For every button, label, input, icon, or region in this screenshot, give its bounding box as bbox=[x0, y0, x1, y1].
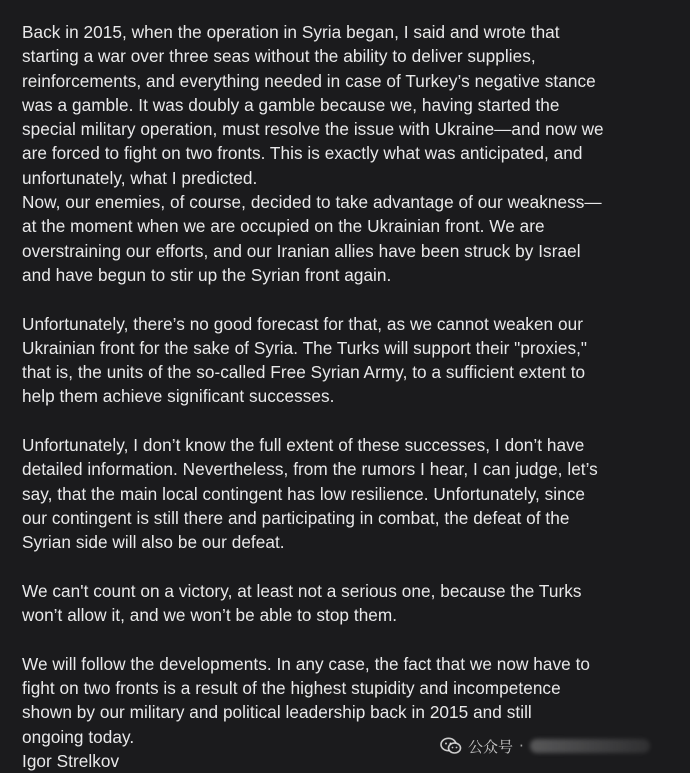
text-line: shown by our military and political leadership back in 2015 and still bbox=[22, 702, 532, 723]
text-line: our contingent is still there and participating in combat, the defeat of the bbox=[22, 507, 570, 528]
text-line: reinforcements, and everything needed in case of Turkey’s negative stance bbox=[22, 70, 596, 91]
watermark-separator: · bbox=[519, 737, 524, 755]
text-line: Ukrainian front for the sake of Syria. The Turks will support their "proxies," bbox=[22, 337, 588, 358]
text-line: We can't count on a victory, at least not a serious one, because the Turks bbox=[22, 580, 582, 601]
text-line: We will follow the developments. In any case, the fact that we now have to bbox=[22, 653, 591, 674]
text-line: at the moment when we are occupied on the Ukrainian front. We are bbox=[22, 216, 545, 237]
text-line: special military operation, must resolve the issue with Ukraine—and now we bbox=[22, 119, 604, 140]
text-line: Unfortunately, I don’t know the full extent of these successes, I don’t have bbox=[22, 435, 585, 456]
text-line: overstraining our efforts, and our Iranian allies have been struck by Israel bbox=[22, 240, 581, 261]
text-line: are forced to fight on two fronts. This is exactly what was anticipated, and bbox=[22, 143, 583, 164]
wechat-watermark bbox=[440, 734, 650, 758]
paragraph-2 bbox=[22, 190, 677, 287]
text-line: Back in 2015, when the operation in Syria began, I said and wrote that bbox=[22, 22, 560, 42]
text-line: won’t allow it, and we won’t be able to stop them. bbox=[22, 605, 398, 626]
paragraph-3 bbox=[22, 312, 677, 409]
text-line: say, that the main local contingent has low resilience. Unfortunately, since bbox=[22, 483, 586, 504]
watermark-label: 公众号 bbox=[468, 737, 514, 756]
text-line: Syrian side will also be our defeat. bbox=[22, 532, 285, 553]
paragraph-4 bbox=[22, 433, 677, 554]
text-line: was a gamble. It was doubly a gamble because we, having started the bbox=[22, 94, 560, 115]
text-line: unfortunately, what I predicted. bbox=[22, 167, 258, 188]
signature-name: Igor Strelkov bbox=[22, 750, 120, 771]
paragraph-1 bbox=[22, 20, 677, 190]
wechat-icon bbox=[440, 737, 462, 755]
text-line: help them achieve significant successes. bbox=[22, 386, 335, 407]
text-line: fight on two fronts is a result of the highest stupidity and incompetence bbox=[22, 678, 561, 699]
text-line: that is, the units of the so-called Free Syrian Army, to a sufficient extent to bbox=[22, 362, 586, 383]
text-line: Unfortunately, there’s no good forecast for that, as we cannot weaken our bbox=[22, 313, 583, 334]
text-line: Now, our enemies, of course, decided to take advantage of our weakness— bbox=[22, 192, 602, 213]
text-line: detailed information. Nevertheless, from the rumors I hear, I can judge, let’s bbox=[22, 459, 598, 480]
paragraph-5 bbox=[22, 579, 677, 628]
post-body bbox=[22, 20, 677, 773]
text-line: ongoing today. bbox=[22, 726, 135, 747]
blurred-account-name bbox=[530, 739, 650, 753]
text-line: starting a war over three seas without the ability to deliver supplies, bbox=[22, 46, 536, 67]
text-line: and have begun to stir up the Syrian front again. bbox=[22, 264, 392, 285]
